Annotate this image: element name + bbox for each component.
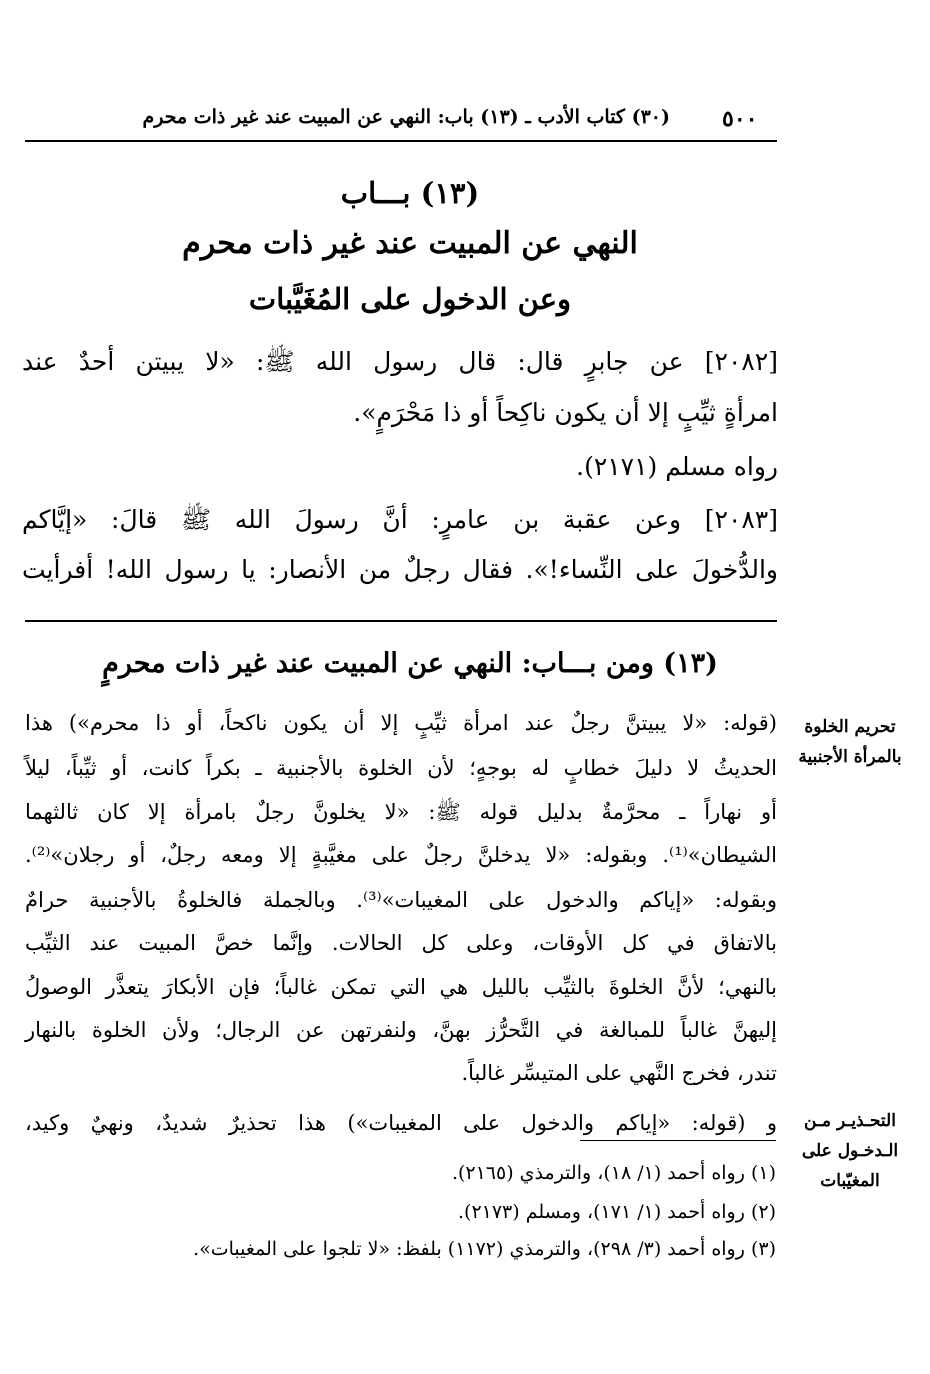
commentary-line: و (قوله: «إياكم والدخول على المغيبات») هذا تحذيرٌ شديدٌ، ونهيٌ وكيد، [25, 1111, 777, 1135]
hadith-line: [٢٠٨٢] عن جابرٍ قال: قال رسول الله ﷺ: «لا يبيتن أحدٌ عند [22, 347, 778, 376]
commentary-line: (قوله: «لا يبيتنَّ رجلٌ عند امرأة ثيِّبٍ إلا أن يكون ناكحاً، أو ذا محرم») هذا [25, 711, 777, 735]
commentary-line: وبقوله: «إياكم والدخول على المغيبات»⁽³⁾. وبالجملة فالخلوةُ بالأجنبية حرامٌ [25, 888, 777, 912]
page-number: ٥٠٠ [722, 106, 758, 132]
footnote: (١) رواه أحمد (١/ ١٨)، والترمذي (٢١٦٥). [451, 1162, 776, 1184]
footnote-rule [580, 1140, 776, 1141]
commentary-heading: (١٣) ومن بـــاب: النهي عن المبيت عند غير ذات محرمٍ [102, 648, 718, 679]
commentary-line: الشيطان»⁽¹⁾. وبقوله: «لا يدخلنَّ رجلٌ على مغيَّبةٍ إلا ومعه رجلٌ، أو رجلان»⁽²⁾. [25, 843, 777, 867]
commentary-line: بالنهي؛ لأنَّ الخلوةَ بالثيِّب بالليل هي التي تمكن غالباً؛ فإن الأبكارَ يتعذَّر الوصولُ [25, 975, 777, 999]
hadith-line: [٢٠٨٣] وعن عقبة بن عامرٍ: أنَّ رسولَ الله ﷺ قالَ: «إيَّاكم [22, 505, 778, 534]
chapter-number: (١٣) بـــاب [340, 176, 480, 210]
side-note: تحريم الخلوة بالمرأة الأجنبية [798, 717, 902, 767]
side-note: التحـذيـر مـن الـدخـول على المغيّبات [801, 1111, 899, 1191]
hadith-source: رواه مسلم (٢١٧١). [576, 452, 778, 481]
chapter-title-line2: وعن الدخول على المُغَيَّبات [248, 282, 572, 316]
commentary-line: إليهنَّ غالباً للمبالغة في التَّحرُّز بهنَّ، ولنفرتهن عن الرجال؛ ولأن الخلوة بالنهار [25, 1018, 777, 1042]
section-divider [25, 620, 777, 622]
footnote: (٢) رواه أحمد (١/ ١٧١)، ومسلم (٢١٧٣). [457, 1201, 776, 1223]
commentary-line: أو نهاراً ـ محرَّمةٌ بدليل قوله ﷺ: «لا يخلونَّ رجلٌ بامرأة إلا كان ثالثهما [25, 800, 777, 824]
running-title: (٣٠) كتاب الأدب ـ (١٣) باب: النهي عن المبيت عند غير ذات محرم [142, 106, 670, 128]
chapter-title-line1: النهي عن المبيت عند غير ذات محرم [182, 226, 638, 261]
header-rule [25, 140, 777, 142]
footnote: (٣) رواه أحمد (٣/ ٢٩٨)، والترمذي (١١٧٢) بلفظ: «لا تلجوا على المغيبات». [193, 1238, 776, 1260]
hadith-line: امرأةٍ ثيِّبٍ إلا أن يكون ناكِحاً أو ذا مَحْرَمٍ». [353, 398, 778, 427]
commentary-line: تندر، فخرج النَّهي على المتيسِّر غالباً. [461, 1061, 777, 1085]
hadith-line: والدُّخولَ على النِّساء!». فقال رجلٌ من الأنصار: يا رسول الله! أفرأيت [22, 555, 778, 584]
commentary-line: بالاتفاق في كل الأوقات، وعلى كل الحالات. وإنَّما خصَّ المبيت عند الثيِّب [25, 931, 777, 955]
commentary-line: الحديثُ لا دليلَ خطابٍ له بوجهٍ؛ لأن الخلوة بالأجنبية ـ بكراً كانت، أو ثيِّباً، ليلاً [25, 756, 777, 780]
